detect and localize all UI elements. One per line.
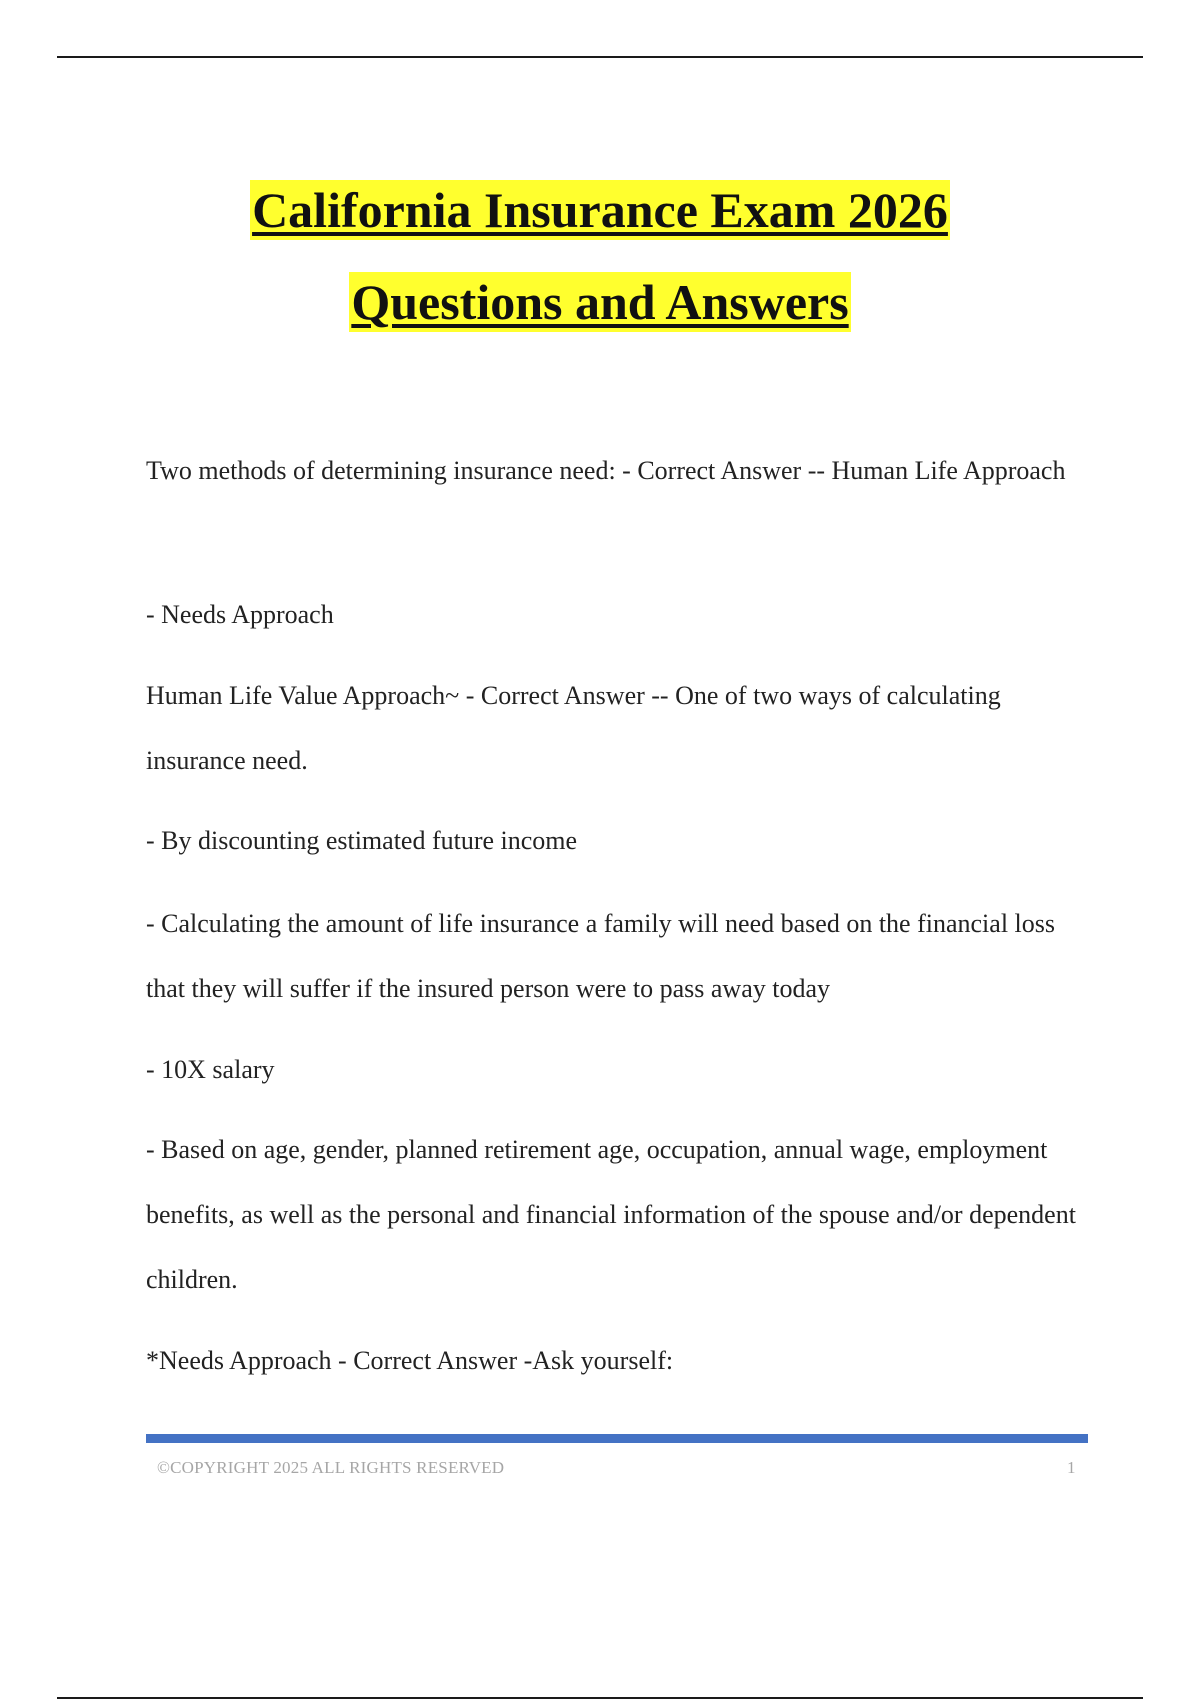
paragraph-6: - 10X salary (146, 1055, 275, 1084)
paragraph-7: - Based on age, gender, planned retirement age, occupation, annual wage, employment benefits, as well as the personal and financial information of the spouse and/or dependent children. (146, 1135, 1076, 1294)
top-rule (57, 56, 1143, 58)
title-line-1: California Insurance Exam 2026 (252, 182, 948, 238)
footer-page-number: 1 (1067, 1458, 1076, 1477)
title-line-2: Questions and Answers (351, 274, 849, 330)
paragraph-5: - Calculating the amount of life insurance a family will need based on the financial loss that they will suffer if the insured person were to pass away today (146, 909, 1055, 1003)
paragraph-4: - By discounting estimated future income (146, 826, 578, 855)
footer-copyright: ©COPYRIGHT 2025 ALL RIGHTS RESERVED (157, 1458, 505, 1477)
paragraph-1: Two methods of determining insurance need: - Correct Answer -- Human Life Approach (146, 456, 1066, 485)
document-title (0, 180, 1200, 332)
footer-accent-bar (146, 1434, 1088, 1443)
paragraph-8: *Needs Approach - Correct Answer -Ask yourself: (146, 1346, 674, 1375)
paragraph-2: - Needs Approach (146, 600, 334, 629)
bottom-rule (57, 1697, 1143, 1699)
paragraph-3: Human Life Value Approach~ - Correct Answer -- One of two ways of calculating insurance need. (146, 681, 1001, 775)
